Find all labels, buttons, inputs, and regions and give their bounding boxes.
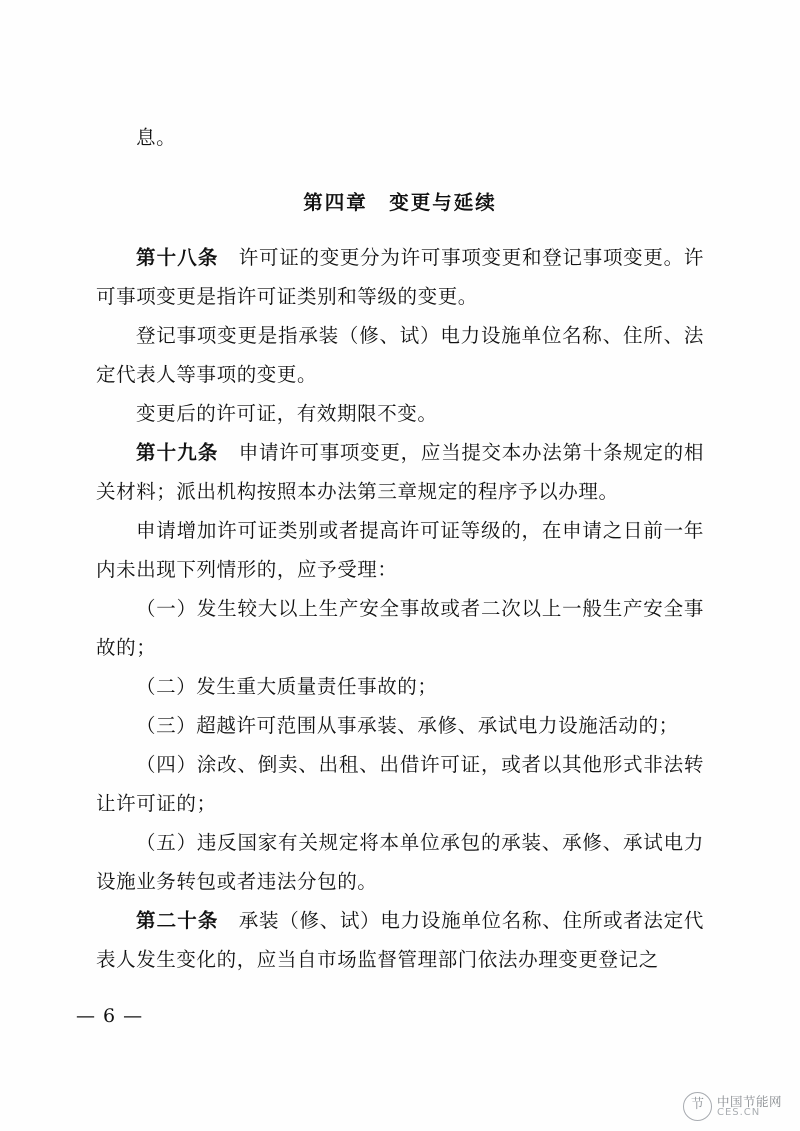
watermark-site-name: 中国节能网: [716, 1093, 782, 1109]
paragraph-article-18-p2: 登记事项变更是指承装（修、试）电力设施单位名称、住所、法定代表人等事项的变更。: [96, 324, 704, 386]
paragraph-article-19: [96, 433, 704, 511]
page-number: — 6 —: [76, 1005, 144, 1027]
list-item-2: （二）发生重大质量责任事故的；: [136, 675, 438, 698]
watermark: [683, 1092, 782, 1121]
article-lead-18: 第十八条: [136, 246, 219, 269]
paragraph-continued: 息。: [136, 126, 177, 149]
paragraph-article-20: [96, 901, 704, 979]
chapter-title: 第四章 变更与延续: [303, 191, 497, 214]
article-lead-19: 第十九条: [136, 441, 219, 464]
document-body: [96, 118, 704, 979]
list-item-4: （四）涂改、倒卖、出租、出借许可证，或者以其他形式非法转让许可证的；: [96, 753, 704, 815]
article-text-19: 申请许可事项变更，应当提交本办法第十条规定的相关材料；派出机构按照本办法第三章规定的程序予以办理。: [96, 441, 704, 503]
watermark-logo-icon: 节: [683, 1092, 712, 1121]
article-text-18: 许可证的变更分为许可事项变更和登记事项变更。许可事项变更是指许可证类别和等级的变更。: [96, 246, 704, 308]
list-item-5: （五）违反国家有关规定将本单位承包的承装、承修、承试电力设施业务转包或者违法分包的。: [96, 831, 704, 893]
watermark-site-domain: CES.CN: [716, 1106, 761, 1118]
paragraph-article-18-p3: 变更后的许可证，有效期限不变。: [136, 402, 438, 425]
list-item-1: （一）发生较大以上生产安全事故或者二次以上一般生产安全事故的；: [96, 597, 704, 659]
list-item-3: （三）超越许可范围从事承装、承修、承试电力设施活动的；: [136, 714, 679, 737]
article-lead-20: 第二十条: [136, 909, 219, 932]
paragraph-article-18: [96, 238, 704, 316]
watermark-text: [717, 1095, 782, 1119]
paragraph-article-19-p2: 申请增加许可证类别或者提高许可证等级的，在申请之日前一年内未出现下列情形的，应予受理：: [96, 519, 704, 581]
article-text-20: 承装（修、试）电力设施单位名称、住所或者法定代表人发生变化的，应当自市场监督管理部门依法办理变更登记之: [96, 909, 704, 971]
